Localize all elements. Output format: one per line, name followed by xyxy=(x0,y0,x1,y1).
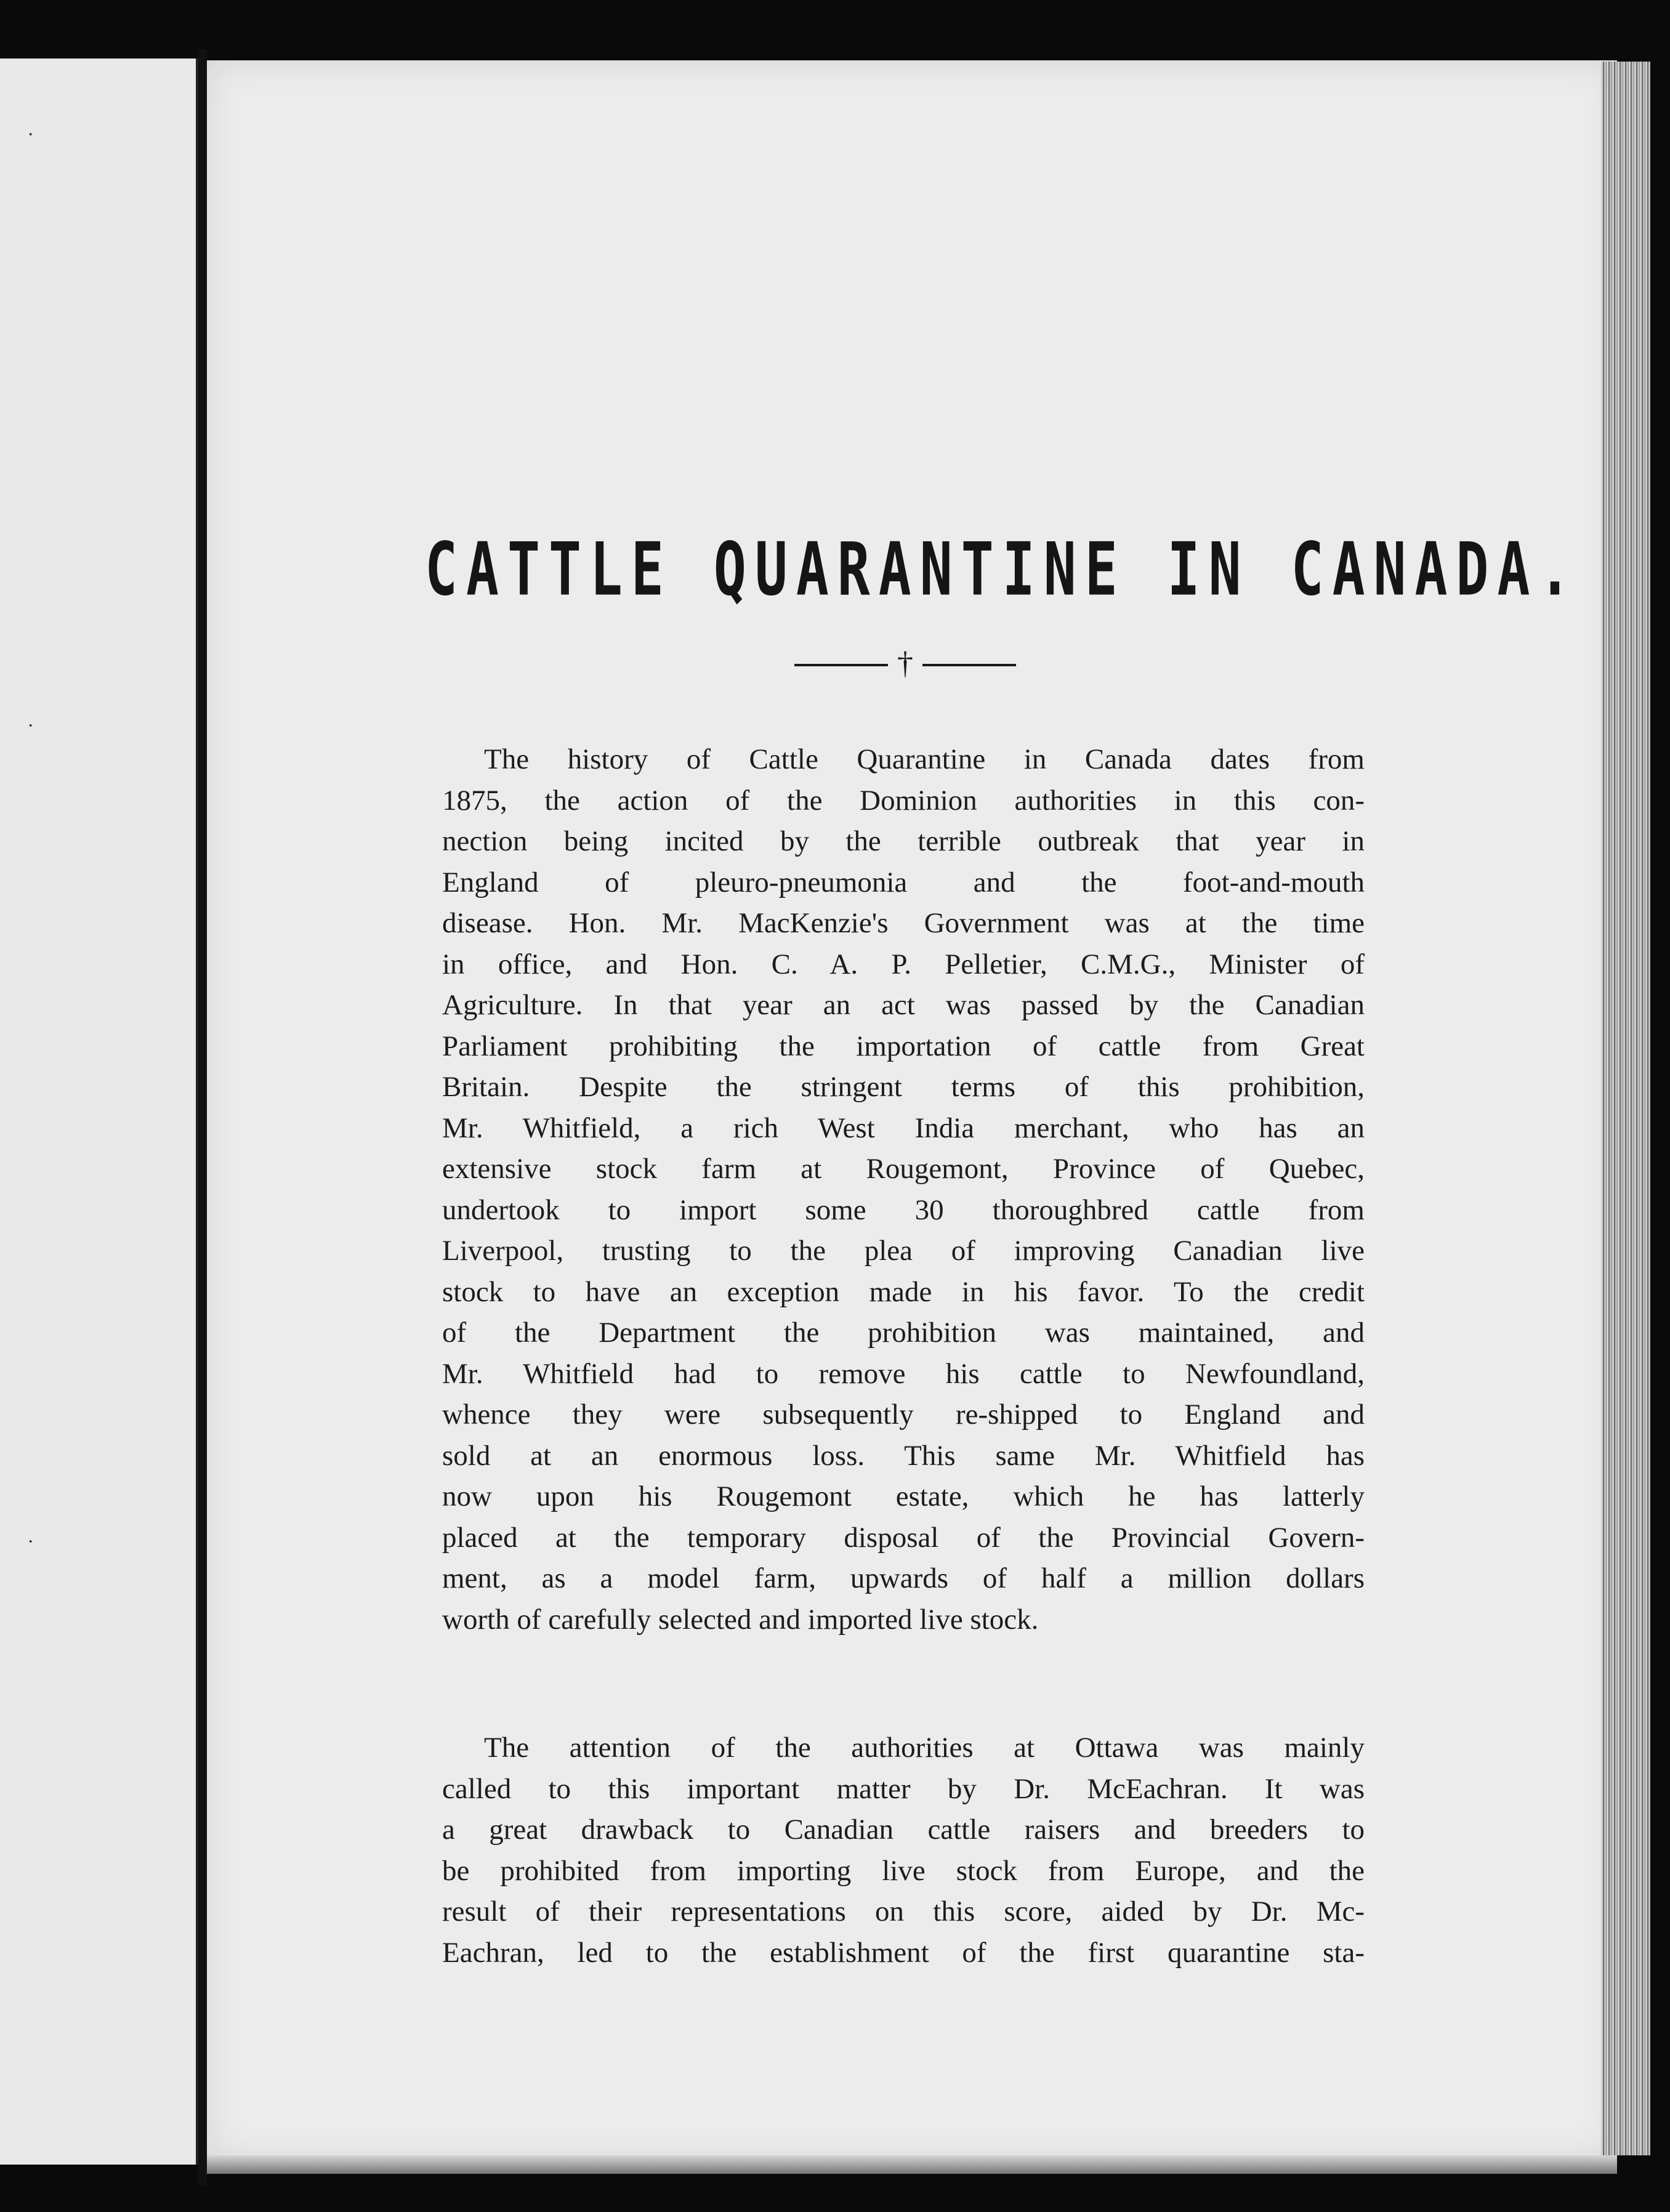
text-line: The attention of the authorities at Ottawa was mainly xyxy=(484,1732,1365,1764)
text-line: The history of Cattle Quarantine in Canada dates from xyxy=(484,743,1365,775)
paragraph-2 xyxy=(442,1727,1365,1973)
text-line: be prohibited from importing live stock from Europe, and the xyxy=(442,1854,1365,1887)
text-line: result of their representations on this score, aided by Dr. Mc- xyxy=(442,1895,1365,1927)
text-line: in office, and Hon. C. A. P. Pelletier, C.M.G., Minister of xyxy=(442,948,1365,980)
text-line: worth of carefully selected and imported live stock. xyxy=(442,1603,1039,1636)
text-line: extensive stock farm at Rougemont, Province of Quebec, xyxy=(442,1153,1365,1185)
text-line: whence they were subsequently re-shipped to England and xyxy=(442,1399,1365,1431)
text-line: called to this important matter by Dr. McEachran. It was xyxy=(442,1772,1365,1805)
ornament-rule-right xyxy=(922,664,1016,666)
page-edges-stack xyxy=(1601,62,1650,2155)
text-line: ment, as a model farm, upwards of half a million dollars xyxy=(442,1562,1365,1594)
text-line: nection being incited by the terrible outbreak that year in xyxy=(442,825,1365,857)
paragraph-1 xyxy=(442,739,1365,1640)
text-line: Eachran, led to the establishment of the first quarantine sta- xyxy=(442,1936,1365,1969)
text-line: Mr. Whitfield had to remove his cattle to Newfoundland, xyxy=(442,1357,1365,1390)
book-gutter xyxy=(198,49,207,2186)
text-line: undertook to import some 30 thoroughbred cattle from xyxy=(442,1193,1365,1226)
text-line: of the Department the prohibition was maintained, and xyxy=(442,1317,1365,1349)
text-line: disease. Hon. Mr. MacKenzie's Government was at the time xyxy=(442,907,1365,939)
text-line: a great drawback to Canadian cattle raisers and breeders to xyxy=(442,1814,1365,1846)
text-line: now upon his Rougemont estate, which he has latterly xyxy=(442,1480,1365,1512)
text-line: Mr. Whitfield, a rich West India merchant, who has an xyxy=(442,1112,1365,1144)
title-ornament xyxy=(794,645,1016,682)
page-title: CATTLE QUARANTINE IN CANADA. xyxy=(425,527,1580,613)
previous-page-edge xyxy=(0,59,198,2165)
page-bottom-edge xyxy=(207,2155,1617,2174)
text-line: sold at an enormous loss. This same Mr. Whitfield has xyxy=(442,1439,1365,1472)
text-line: Parliament prohibiting the importation of cattle from Great xyxy=(442,1030,1365,1062)
text-line: Liverpool, trusting to the plea of improving Canadian live xyxy=(442,1235,1365,1267)
text-line: placed at the temporary disposal of the Provincial Govern- xyxy=(442,1521,1365,1554)
text-line: England of pleuro-pneumonia and the foot-and-mouth xyxy=(442,866,1365,898)
speck-mark: · xyxy=(27,1530,34,1553)
speck-mark: · xyxy=(27,123,34,146)
speck-mark: · xyxy=(27,714,34,737)
ornament-rule-left xyxy=(794,664,888,666)
text-line: stock to have an exception made in his favor. To the credit xyxy=(442,1275,1365,1308)
text-line: Agriculture. In that year an act was passed by the Canadian xyxy=(442,989,1365,1021)
dagger-icon: † xyxy=(897,646,913,681)
text-line: 1875, the action of the Dominion authorities in this con- xyxy=(442,784,1365,817)
text-line: Britain. Despite the stringent terms of this prohibition, xyxy=(442,1071,1365,1103)
